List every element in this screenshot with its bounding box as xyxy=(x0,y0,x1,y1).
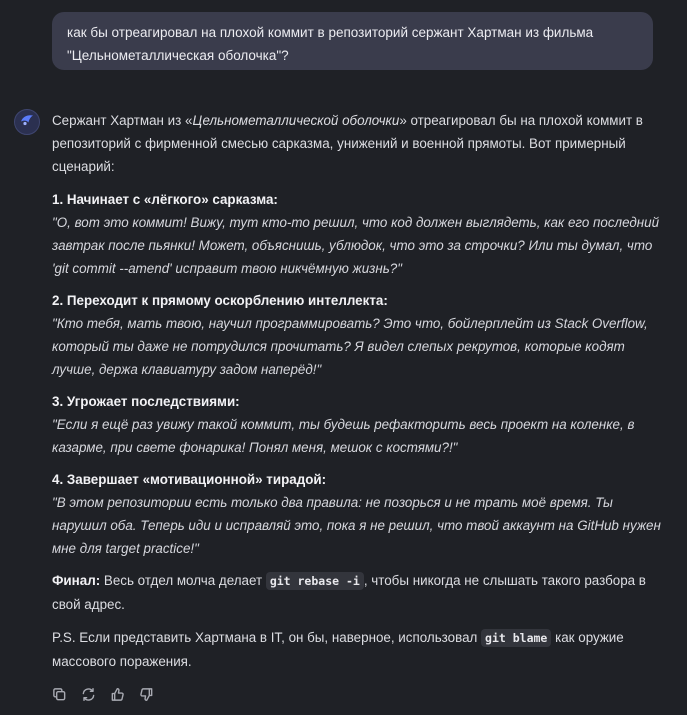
answer-section-3 xyxy=(52,390,662,459)
assistant-logo-icon xyxy=(19,112,35,133)
assistant-avatar xyxy=(14,109,40,135)
thumbs-up-button[interactable] xyxy=(109,686,126,703)
section-title: 3. Угрожает последствиями: xyxy=(52,394,240,409)
final-label: Финал: xyxy=(52,573,101,588)
thumbs-down-button[interactable] xyxy=(138,686,155,703)
section-quote: "В этом репозитории есть только два правила: не позорься и не трать моё время. Ты нарушил оба. Теперь иди и исправляй это, пока я не решил, что твой аккаунт на GitHub нужен мне для target practice!" xyxy=(52,495,661,556)
assistant-message xyxy=(52,109,662,673)
film-title: Цельнометаллической оболочки xyxy=(192,113,400,128)
inline-code-git-blame: git blame xyxy=(481,629,551,647)
section-title: 2. Переходит к прямому оскорблению интеллекта: xyxy=(52,293,388,308)
copy-icon xyxy=(52,687,67,702)
answer-ps: P.S. Если представить Хартмана в IT, он бы, наверное, использовал git blame как оружие массового поражения. xyxy=(52,630,624,669)
answer-final: Финал: Весь отдел молча делает git rebase -i , чтобы никогда не слышать такого разбора в свой адрес. xyxy=(52,573,646,612)
copy-button[interactable] xyxy=(51,686,68,703)
section-title: 4. Завершает «мотивационной» тирадой: xyxy=(52,472,327,487)
user-message-text: как бы отреагировал на плохой коммит в репозиторий сержант Хартман из фильма "Цельнометаллическая оболочка"? xyxy=(67,25,594,63)
regenerate-icon xyxy=(81,687,96,702)
answer-section-2 xyxy=(52,289,662,381)
regenerate-button[interactable] xyxy=(80,686,97,703)
user-message-bubble xyxy=(52,12,653,70)
answer-section-4 xyxy=(52,468,662,560)
section-quote: "О, вот это коммит! Вижу, тут кто-то решил, что код должен выглядеть, как его последний завтрак после пьянки! Может, объяснишь, ублюдок, что это за строчки? Или ты думал, что 'git commit --amend' исправит твою никчёмную жизнь?" xyxy=(52,215,660,276)
answer-section-1 xyxy=(52,188,662,280)
thumbs-up-icon xyxy=(110,687,125,702)
section-quote: "Если я ещё раз увижу такой коммит, ты будешь рефакторить весь проект на коленке, в казарме, при свете фонарика! Понял меня, мешок с костями?!" xyxy=(52,417,635,455)
answer-intro: Сержант Хартман из «Цельнометаллической оболочки» отреагировал бы на плохой коммит в репозиторий с фирменной смесью сарказма, унижений и военной прямоты. Вот примерный сценарий: xyxy=(52,113,643,174)
section-title: 1. Начинает с «лёгкого» сарказма: xyxy=(52,192,278,207)
section-quote: "Кто тебя, мать твою, научил программировать? Это что, бойлерплейт из Stack Overflow, который ты даже не потрудился прочитать? Я видел слепых рекрутов, которые кодят лучше, держа клавиатуру задом наперёд!" xyxy=(52,316,648,377)
inline-code-git-rebase: git rebase -i xyxy=(266,572,364,590)
message-actions xyxy=(51,686,155,703)
thumbs-down-icon xyxy=(139,687,154,702)
